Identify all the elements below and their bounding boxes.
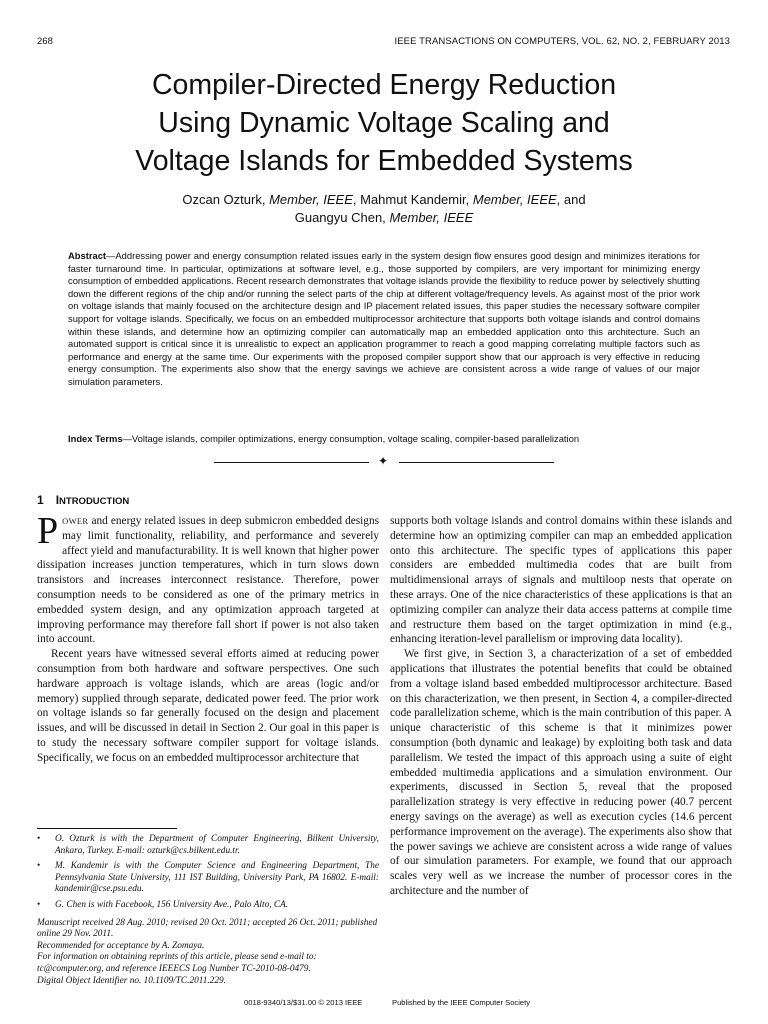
bullet-icon: • — [37, 834, 41, 844]
footnote-item: • O. Ozturk is with the Department of Computer Engineering, Bilkent University, Ankara, Turkey. E-mail: ozturk@cs.bilkent.edu.tr. — [37, 834, 379, 856]
doi: Digital Object Identifier no. 10.1109/TC.2011.229. — [37, 975, 226, 986]
title-line-2: Using Dynamic Voltage Scaling and — [158, 107, 610, 139]
left-column — [37, 510, 379, 766]
right-column — [390, 514, 732, 899]
paper-title — [40, 66, 728, 180]
drop-cap: P — [37, 510, 59, 552]
manuscript-info — [37, 918, 379, 988]
divider-line-left — [214, 462, 369, 463]
divider-line-right — [399, 462, 554, 463]
divider-ornament: ✦ — [378, 454, 389, 468]
author-list: Ozcan Ozturk, Member, IEEE, Mahmut Kandemir, Member, IEEE, and Guangyu Chen, Member, IEEE — [182, 192, 586, 225]
paragraph: Recent years have witnessed several efforts aimed at reducing power consumption from both hardware and software perspectives. One such hardware approach is voltage islands, which are areas (logic and/or memory) supplied through separate, dedicated power feed. The prior work on voltage islands so far generally focused on the design and placement issues, and will be discussed in detail in Section 2. Our goal in this paper is to study the necessary software compiler support for voltage islands. Specifically, we focus on an embedded multiprocessor architecture that — [37, 648, 379, 764]
index-terms-label: Index Terms — [68, 433, 123, 444]
footnote-item: • G. Chen is with Facebook, 156 University Ave., Palo Alto, CA. — [37, 899, 289, 910]
index-terms-text: —Voltage islands, compiler optimizations, energy consumption, voltage scaling, compiler-based parallelization — [122, 433, 580, 444]
reprint-info: For information on obtaining reprints of this article, please send e-mail to: tc@computer.org, and reference IEEECS Log Number TC-2010-08-0479. — [37, 952, 317, 974]
paragraph: POWER and energy related issues in deep submicron embedded designs may limit functionality, reliability, and performance and severely affect yield and manufacturability. It is well known that higher power dissipation increases junction temperatures, which in turn slows down transistors and increases interconnect resistance. Therefore, power consumption needs to be considered as one of the primary metrics in embedded system design, and any optimization approach targeted at improving performance may therefore fall short if power is not also taken into account. — [37, 510, 379, 646]
footnote-item: • M. Kandemir is with the Computer Science and Engineering Department, The Pennsylvania State University, 111 IST Building, University Park, PA 16802. E-mail: kandemir@cse.psu.edu. — [37, 861, 379, 895]
page-number: 268 — [37, 36, 53, 47]
author-1-membership: Member, IEEE — [269, 192, 353, 207]
section-title-rest: NTRODUCTION — [59, 496, 130, 507]
journal-header: IEEE TRANSACTIONS ON COMPUTERS, VOL. 62, NO. 2, FEBRUARY 2013 — [394, 36, 730, 47]
author-2-membership: Member, IEEE — [472, 192, 557, 207]
bullet-icon: • — [37, 899, 41, 910]
footnote-rule — [37, 828, 177, 829]
section-title-initial: I — [55, 493, 60, 507]
author-conjunction: and — [563, 192, 586, 207]
author-2: Mahmut Kandemir, — [360, 192, 470, 207]
footnotes — [37, 834, 379, 987]
section-heading — [37, 493, 129, 507]
abstract — [68, 250, 700, 389]
paragraph: We first give, in Section 3, a characterization of a set of embedded applications that illustrates the potential benefits that could be obtained from a voltage island based embedded multiprocessor architecture. Based on this characterization, we then present, in Section 4, a compiler-directed code parallelization scheme, which is the main contribution of this paper. A unique characteristic of this scheme is that it minimizes power consumption (both dynamic and leakage) by exploiting both task and data parallelism. We tested the impact of this approach using a suite of eight embedded multimedia applications and a simulation environment. Our experiments, discussed in Section 5, reveal that the proposed parallelization strategy is very effective in reducing power (40.7 percent energy savings on the average) as well as execution cycles (14.6 percent performance improvement on the average). The experiments also show that the power savings we achieve are consistent across a wide range of values of our simulation parameters. For example, we found that our approach scales very well as we increase the number of processor cores in the architecture and the number of — [390, 648, 732, 897]
title-line-1: Compiler-Directed Energy Reduction — [151, 69, 617, 101]
publisher-line: Published by the IEEE Computer Society — [392, 998, 531, 1007]
title-line-3: Voltage Islands for Embedded Systems — [135, 145, 633, 177]
section-number: 1 — [37, 493, 44, 507]
author-3: Guangyu Chen, — [294, 210, 386, 225]
author-1: Ozcan Ozturk, — [182, 192, 266, 207]
copyright-line: 0018-9340/13/$31.00 © 2013 IEEE — [244, 998, 363, 1007]
recommendation: Recommended for acceptance by A. Zomaya. — [37, 940, 205, 951]
bullet-icon: • — [37, 861, 41, 872]
abstract-label: Abstract — [68, 250, 107, 261]
abstract-text: —Addressing power and energy consumption related issues early in the system design flow ensures good design and minimizes iterations for faster turnaround time. In particular, optimizations at software level, e.g., those supported by compilers, are very important for minimizing energy consumption of embedded applications. Recent research demonstrates that voltage islands provide the flexibility to reduce power by selectively shutting down the different regions of the chip and/or running the select parts of the chip at different voltage/frequency levels. As against most of the prior work on voltage islands that mainly focused on the architecture design and IP placement related issues, this paper studies the necessary software compiler support for voltage islands. Specifically, we focus on an embedded multiprocessor architecture that supports both voltage islands and control domains within these islands, and determine how an optimizing compiler can automatically map an embedded application onto this architecture. Such an automated support is critical since it is unrealistic to expect an application programmer to reach a good mapping correlating multiple factors such as performance and energy at the same time. Our experiments with the proposed compiler support show that our approach is very effective in reducing energy consumption. The experiments also show that the energy savings we achieve are consistent across a wide range of values of our major simulation parameters. — [68, 250, 700, 387]
paragraph: supports both voltage islands and control domains within these islands and determine how an optimizing compiler can map an embedded application onto this architecture. The specific types of applications this paper considers are embedded multimedia codes that are built from multidimensional arrays of signals and multiloop nests that operate on these arrays. One of the nice characteristics of these applications is that an optimizing compiler can analyze their data access patterns at compile time and restructure them based on the target optimization in mind (e.g., enhancing iteration-level parallelism or improving data locality). — [390, 515, 732, 646]
section-divider — [214, 455, 554, 469]
drop-cap-rest: OWER — [62, 516, 89, 526]
author-3-membership: Member, IEEE — [389, 210, 474, 225]
manuscript-dates: Manuscript received 28 Aug. 2010; revised 20 Oct. 2011; accepted 26 Oct. 2011; published online 29 Nov. 2011. — [37, 917, 378, 940]
index-terms — [68, 433, 700, 446]
